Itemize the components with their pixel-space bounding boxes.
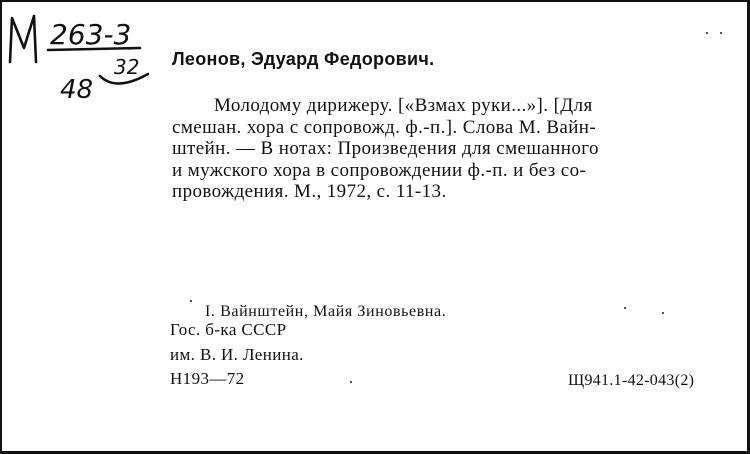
dust-speck: [706, 32, 708, 34]
description-line: смешан. хора с сопровожд. ф.-п.]. Слова М. Вайн-: [172, 116, 597, 138]
card-number: Н193—72: [170, 369, 245, 388]
description-line: Молодому дирижеру. [«Взмах руки...»]. [Для: [214, 95, 593, 116]
description-text: [172, 95, 718, 203]
description-line: и мужского хора в сопровождении ф.-п. и без со-: [172, 159, 587, 181]
dust-speck: [350, 381, 352, 383]
dust-speck: [624, 307, 626, 309]
added-entry-note: I. Вайнштейн, Майя Зиновьевна.: [205, 303, 447, 320]
handwritten-superscript: 32: [114, 55, 140, 79]
description-line: провождения. М., 1972, с. 11-13.: [172, 181, 447, 202]
catalog-code: Щ941.1-42-043(2): [568, 372, 695, 389]
handwritten-letter-m: [10, 16, 36, 62]
dust-speck: [662, 312, 664, 314]
dust-speck: [720, 32, 722, 34]
library-name-continued: им. В. И. Ленина.: [170, 345, 304, 364]
handwritten-index-number: 263-3: [50, 18, 132, 51]
library-name: Гос. б-ка СССР: [170, 320, 287, 339]
author-heading: Леонов, Эдуард Федорович.: [172, 49, 435, 69]
description-line: штейн. — В нотах: Произведения для смешанного: [172, 138, 599, 159]
dust-speck: [190, 300, 192, 302]
handwritten-shelfmark: [0, 0, 160, 110]
handwritten-sub-number: 48: [60, 75, 94, 105]
